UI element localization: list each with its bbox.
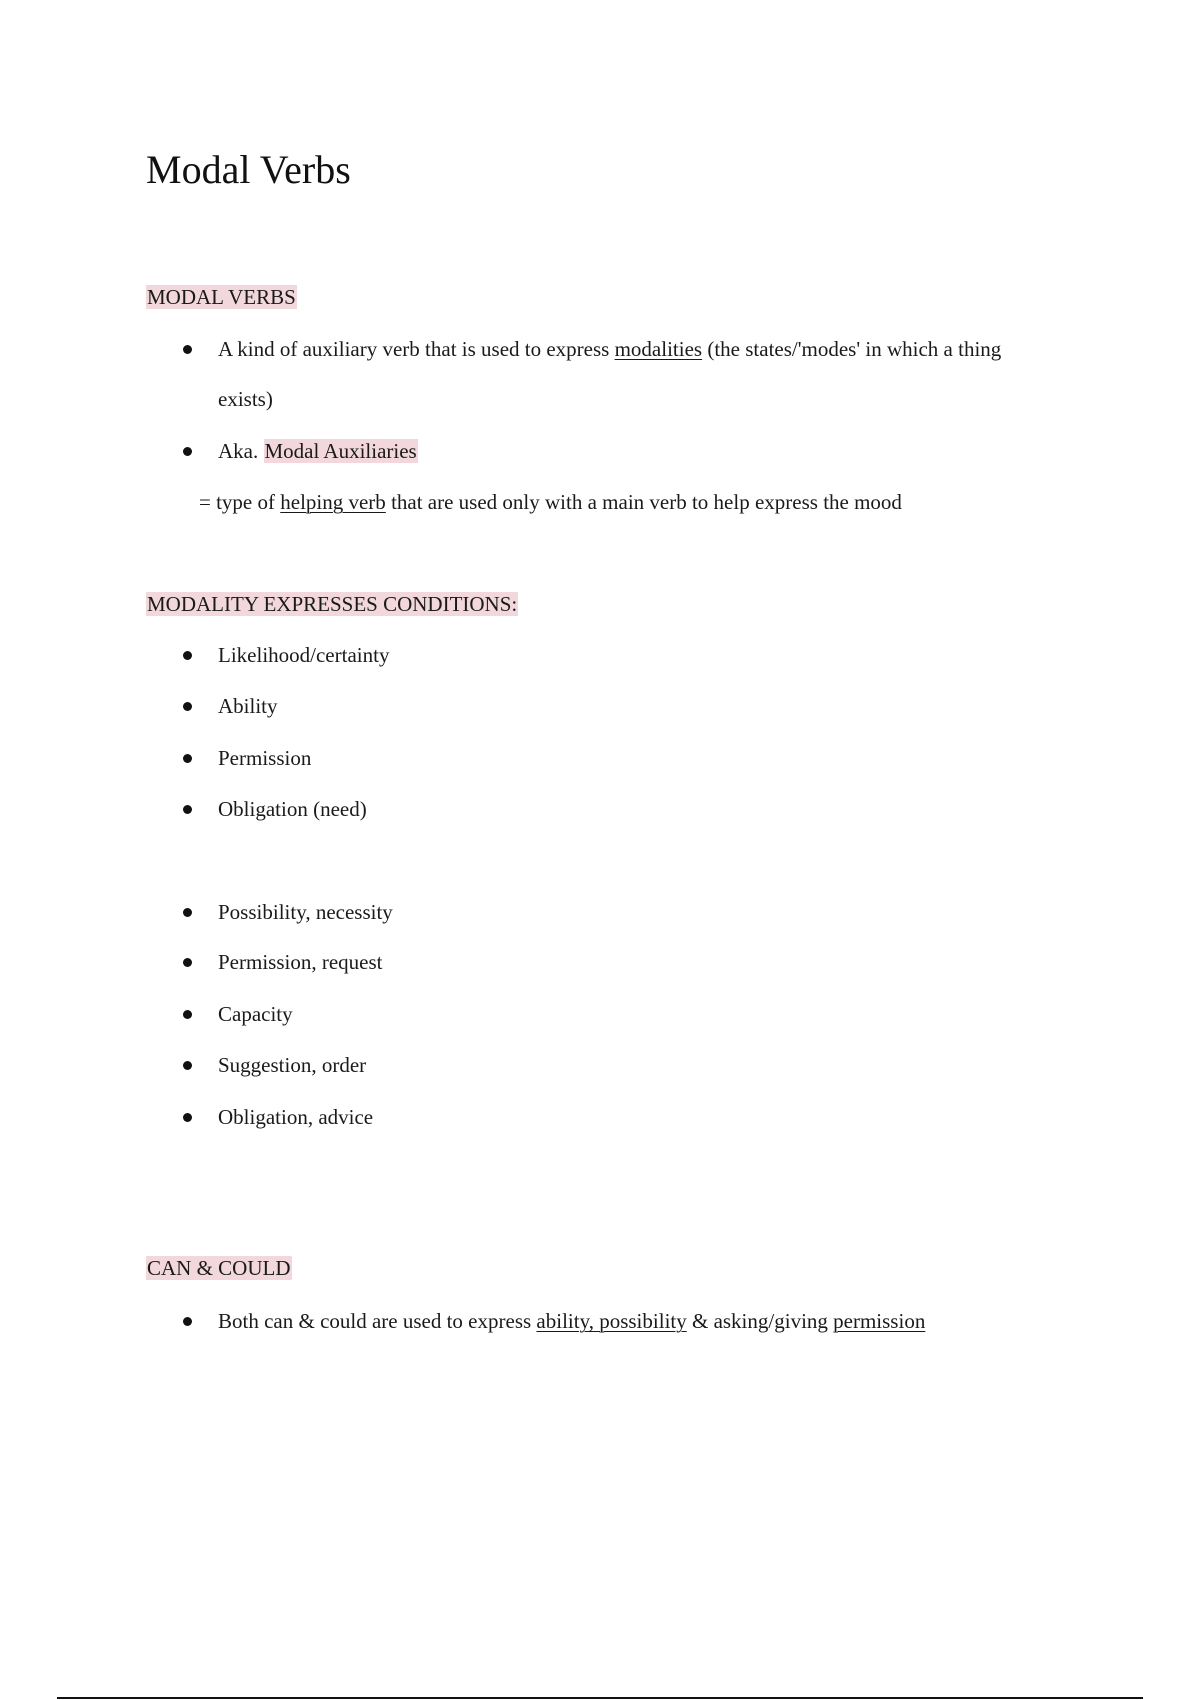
list-item-text: Ability	[218, 694, 278, 718]
bullet-icon	[183, 1061, 192, 1070]
heading-highlight: MODALITY EXPRESSES CONDITIONS:	[147, 592, 518, 616]
definition-note: = type of helping verb that are used only with a main verb to help express the mood	[199, 490, 902, 514]
bullet-icon	[183, 702, 192, 711]
list-item-text: Aka. Modal Auxiliaries	[218, 439, 417, 463]
underlined-term: helping verb	[280, 490, 386, 514]
section-heading-modal-verbs	[146, 283, 297, 311]
list-item-text: Obligation (need)	[218, 797, 367, 821]
list-item-text: Both can & could are used to express ability, possibility & asking/giving permission	[218, 1309, 926, 1333]
section-heading-can-could	[146, 1254, 292, 1282]
bullet-icon	[183, 1317, 192, 1326]
bullet-icon	[183, 1010, 192, 1019]
list-item-continuation: exists)	[218, 387, 273, 411]
footer-divider	[57, 1697, 1143, 1699]
list-item-text: Capacity	[218, 1002, 293, 1026]
list-item-text: Obligation, advice	[218, 1105, 374, 1129]
bullet-icon	[183, 958, 192, 967]
underlined-term: permission	[833, 1309, 926, 1333]
bullet-icon	[183, 754, 192, 763]
bullet-icon	[183, 908, 192, 917]
bullet-icon	[183, 805, 192, 814]
bullet-icon	[183, 345, 192, 354]
highlighted-term: Modal Auxiliaries	[264, 439, 417, 463]
bullet-icon	[183, 651, 192, 660]
heading-highlight: CAN & COULD	[147, 1256, 291, 1280]
page-title: Modal Verbs	[146, 147, 351, 192]
list-item-text: Permission	[218, 746, 312, 770]
list-item-text: A kind of auxiliary verb that is used to express modalities (the states/'modes' in which a thing	[218, 337, 1002, 361]
bullet-icon	[183, 1113, 192, 1122]
list-item-text: Suggestion, order	[218, 1053, 367, 1077]
list-item-text: Permission, request	[218, 950, 383, 974]
section-heading-modality	[146, 590, 518, 618]
underlined-term: modalities	[614, 337, 703, 361]
bullet-icon	[183, 447, 192, 456]
list-item-text: Likelihood/certainty	[218, 643, 390, 667]
heading-highlight: MODAL VERBS	[147, 285, 296, 309]
list-item-text: Possibility, necessity	[218, 900, 393, 924]
underlined-term: ability, possibility	[536, 1309, 687, 1333]
